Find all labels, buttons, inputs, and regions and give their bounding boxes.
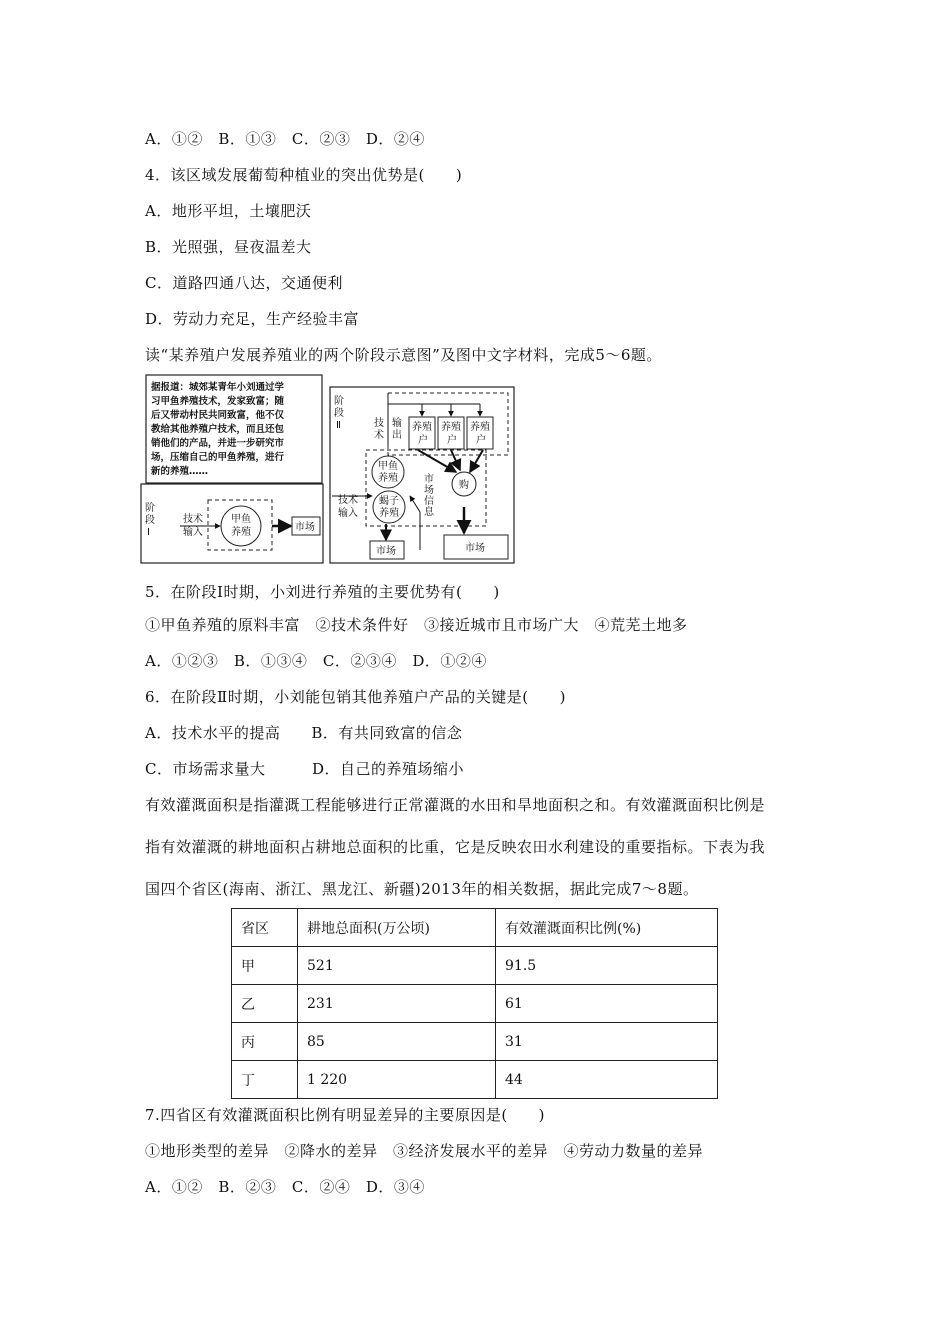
q5-choices: ①甲鱼养殖的原料丰富 ②技术条件好 ③接近城市且市场广大 ④荒芜土地多 [145,616,688,634]
market-info-label: 市 [424,474,434,485]
q6-options-cd: C．市场需求量大 D．自己的养殖场缩小 [145,760,465,778]
table-cell: 丁 [232,1061,298,1099]
turtle-farm-circle [221,506,261,546]
table-cell: 1 220 [298,1061,496,1099]
farmer-label: 养殖 [441,422,461,433]
scorpion-label: 养殖 [379,508,399,519]
table-row [232,1023,718,1061]
tech-output-label: 术 [374,430,384,441]
table-cell: 61 [496,985,718,1023]
table-cell: 甲 [232,947,298,985]
stage1-label: Ⅰ [147,527,150,538]
table-cell: 231 [298,985,496,1023]
two-stage-diagram [140,372,518,566]
q4-option-a: A．地形平坦，土壤肥沃 [145,202,312,220]
stage2-label: Ⅱ [336,420,341,431]
farmer-label: 养殖 [412,422,432,433]
diagram-intro: 读“某养殖户发展养殖业的两个阶段示意图”及图中文字材料，完成5～6题。 [145,346,662,364]
q4-option-d: D．劳动力充足，生产经验丰富 [145,310,360,328]
table-cell: 丙 [232,1023,298,1061]
news-line: 据报道：城郊某青年小刘通过学 [151,382,285,393]
paragraph-line: 国四个省区(海南、浙江、黑龙江、新疆)2013年的相关数据，据此完成7～8题。 [145,880,699,898]
news-line: 后又带动村民共同致富，他不仅 [151,410,285,421]
table-row [232,985,718,1023]
turtle-label: 养殖 [378,473,398,484]
stage2-label: 段 [334,408,344,419]
buy-label: 购 [459,480,469,491]
q4-stem: 4．该区域发展葡萄种植业的突出优势是( ) [145,166,463,184]
stage1-label: 段 [145,515,155,526]
turtle-label: 甲鱼 [378,461,398,472]
paragraph-line: 指有效灌溉的耕地面积占耕地总面积的比重，它是反映农田水利建设的重要指标。下表为我 [145,838,766,856]
tech-output-label: 输 [392,418,402,429]
q3-options: A．①② B．①③ C．②③ D．②④ [145,130,425,148]
stage2-label: 阶 [334,396,344,407]
market-info-label: 信 [424,496,434,507]
news-line: 习甲鱼养殖技术，发家致富；随 [151,396,285,407]
farmer-label: 户 [447,435,457,446]
market-info-label: 场 [424,485,434,496]
stage2-tech-label: 技术 [338,495,358,506]
farmer-label: 养殖 [470,422,490,433]
stage2-tech-label: 输入 [338,508,358,519]
paragraph-line: 有效灌溉面积是指灌溉工程能够进行正常灌溉的水田和旱地面积之和。有效灌溉面积比例是 [145,796,766,814]
q4-option-c: C．道路四通八达，交通便利 [145,274,343,292]
table-row [232,1061,718,1099]
table-cell: 521 [298,947,496,985]
tech-output-label: 技 [374,418,384,429]
q6-options-ab: A．技术水平的提高 B．有共同致富的信念 [145,724,463,742]
table-cell: 44 [496,1061,718,1099]
news-line: 新的养殖…… [151,466,209,477]
news-line: 场，压缩自己的甲鱼养殖，进行 [151,452,285,463]
table-header-cell: 省区 [232,909,298,947]
table-cell: 31 [496,1023,718,1061]
table-header-row [232,909,718,947]
turtle-farm-label: 甲鱼 [231,514,251,525]
stage1-tech-label: 技术 [183,514,203,525]
news-line: 教给其他养殖户技术，而且还包 [151,424,285,435]
stage1-label: 阶 [145,503,155,514]
market-label: 市场 [465,543,485,554]
news-line: 销他们的产品，并进一步研究市 [151,438,285,449]
q5-options: A．①②③ B．①③④ C．②③④ D．①②④ [145,652,487,670]
tech-output-label: 出 [392,430,402,441]
table-row [232,947,718,985]
market-info-label: 息 [424,507,434,518]
scorpion-label: 蝎子 [379,496,399,507]
q7-stem: 7.四省区有效灌溉面积比例有明显差异的主要原因是( ) [145,1106,546,1124]
q7-options: A．①② B．②③ C．②④ D．③④ [145,1178,425,1196]
farmer-label: 户 [476,435,486,446]
turtle-farm-label: 养殖 [231,527,251,538]
q4-option-b: B．光照强，昼夜温差大 [145,238,312,256]
table-cell: 乙 [232,985,298,1023]
table-cell: 91.5 [496,947,718,985]
q6-stem: 6．在阶段Ⅱ时期，小刘能包销其他养殖户产品的关键是( ) [145,688,566,706]
table-header-cell: 耕地总面积(万公顷) [298,909,496,947]
q5-stem: 5．在阶段Ⅰ时期，小刘进行养殖的主要优势有( ) [145,583,500,601]
table-cell: 85 [298,1023,496,1061]
table-header-cell: 有效灌溉面积比例(%) [496,909,718,947]
stage1-market-label: 市场 [295,522,315,533]
farmer-label: 户 [418,435,428,446]
irrigation-table [231,908,718,1099]
market-label: 市场 [376,546,396,557]
stage1-tech-label: 输入 [183,527,203,538]
q7-choices: ①地形类型的差异 ②降水的差异 ③经济发展水平的差异 ④劳动力数量的差异 [145,1142,704,1160]
